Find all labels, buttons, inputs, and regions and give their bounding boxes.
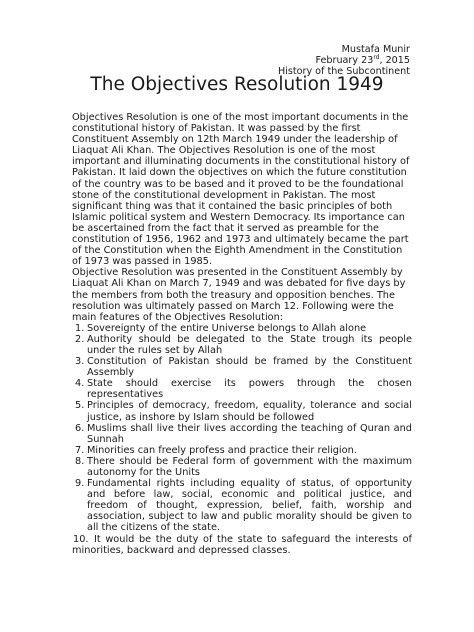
list-item: [72, 378, 412, 400]
document-body: [72, 112, 412, 556]
list-text: Principles of democracy, freedom, equality, tolerance and social justice, as inshore by Islam should be followed: [87, 400, 412, 423]
date-suffix: rd: [373, 54, 380, 61]
list-number: 2.: [75, 333, 85, 345]
list-number: 8.: [75, 455, 85, 467]
list-text: State should exercise its powers through the chosen representatives: [87, 378, 412, 401]
course-name: History of the Subcontinent: [277, 66, 410, 77]
list-number: 7.: [75, 444, 85, 456]
list-number: 1.: [75, 322, 85, 334]
list-item: [72, 323, 412, 334]
list-text: Minorities can freely profess and practice their religion.: [87, 444, 357, 456]
list-number: 4.: [75, 378, 85, 390]
list-number: 3.: [75, 356, 85, 368]
date-year: , 2015: [379, 55, 410, 66]
document-date: [278, 55, 410, 66]
list-item: [72, 534, 412, 556]
date-main: February 23: [315, 55, 374, 66]
document-title: The Objectives Resolution 1949: [90, 74, 384, 95]
list-number: 5.: [75, 400, 85, 412]
list-item: [72, 356, 412, 378]
list-number: 9.: [75, 478, 85, 490]
intro-paragraph: Objectives Resolution is one of the most important documents in the constitutional history of Pakistan. It was passed by the first Constituent Assembly on 12th March 1949 under the leadership of Liaquat Ali Khan. The Objectives Resolution is one of the most important and illuminating documents in the constitutional history of Pakistan. It laid down the objectives on which the future constitution of the country was to be based and it proved to be the foundational stone of the constitutional development in Pakistan. The most significant thing was that it contained the basic principles of both Islamic political system and Western Democracy. Its importance can be ascertained from the fact that it served as preamble for the constitution of 1956, 1962 and 1973 and ultimately became the part of the Constitution when the Eighth Amendment in the Constitution of 1973 was passed in 1985.: [72, 112, 410, 268]
list-item: [72, 400, 412, 422]
list-text: It would be the duty of the state to safeguard the interests of minorities, backward and depressed classes.: [72, 533, 412, 556]
list-item: [72, 445, 412, 456]
list-text: Muslims shall live their lives according the teaching of Quran and Sunnah: [87, 422, 412, 445]
list-item: [72, 456, 412, 478]
author-header: [278, 44, 410, 77]
list-text: Authority should be delegated to the State trough its people under the rules set by Allah: [87, 333, 412, 356]
list-text: There should be Federal form of government with the maximum autonomy for the Units: [87, 455, 412, 478]
features-list: [72, 323, 412, 556]
presentation-paragraph: Objective Resolution was presented in the Constituent Assembly by Liaquat Ali Khan on March 7, 1949 and was debated for five days by the members from both the treasury and opposition benches. The resolution was ultimately passed on March 12. Following were the main features of the Objectives Resolution:: [72, 267, 406, 323]
list-item: [72, 423, 412, 445]
list-item: [72, 478, 412, 533]
list-number: 6.: [75, 422, 85, 434]
list-number: 10.: [73, 533, 89, 545]
list-text: Fundamental rights including equality of status, of opportunity and before law, social, economic and political justice, and freedom of thought, expression, belief, faith, worship and association, subject to law and public morality should be given to all the citizens of the state.: [87, 478, 412, 534]
list-text: Sovereignty of the entire Universe belongs to Allah alone: [87, 322, 367, 334]
list-item: [72, 334, 412, 356]
list-text: Constitution of Pakistan should be framed by the Constituent Assembly: [87, 356, 412, 379]
author-name: Mustafa Munir: [341, 44, 410, 55]
